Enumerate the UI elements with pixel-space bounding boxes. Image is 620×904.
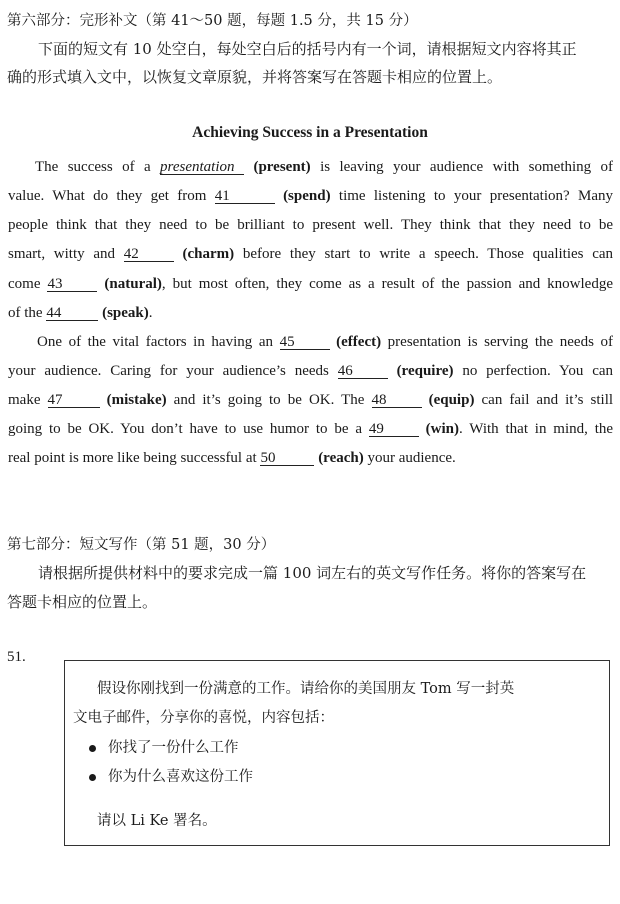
blank-42[interactable]: 42 <box>124 247 174 262</box>
question-number-51: 51. <box>7 649 26 665</box>
passage-title: Achieving Success in a Presentation <box>192 124 428 141</box>
blank-44[interactable]: 44 <box>46 306 98 321</box>
part7-instruction-line2: 答题卡相应的位置上。 <box>7 593 158 611</box>
task-sign-line: 请以 Li Ke 署名。 <box>97 813 217 829</box>
passage-line-11: real point is more like being successful at 50 (reach) your audience. <box>8 450 456 466</box>
passage-line-4: smart, witty and 42 (charm) before they start to write a speech. Those qualities can <box>8 246 614 262</box>
passage-line-2: value. What do they get from 41 (spend) time listening to your presentation? Many <box>8 188 613 204</box>
passage-line-1: The success of a presentation (present) is leaving your audience with something of <box>35 159 614 175</box>
passage-line-10: going to be OK. You don’t have to use humor to be a 49 (win). With that in mind, the <box>8 421 614 437</box>
blank-41[interactable]: 41 <box>215 189 275 204</box>
blank-47[interactable]: 47 <box>48 393 100 408</box>
passage-line-5: come 43 (natural), but most often, they come as a result of the passion and knowledge <box>8 276 613 292</box>
task-bullet-1: 你找了一份什么工作 <box>89 736 239 757</box>
passage-line-8: your audience. Caring for your audience’s needs 46 (require) no perfection. You can <box>8 363 614 379</box>
passage-line-6: of the 44 (speak). <box>8 305 153 321</box>
blank-50[interactable]: 50 <box>260 451 314 466</box>
blank-46[interactable]: 46 <box>338 364 388 379</box>
passage-line-7: One of the vital factors in having an 45 (effect) presentation is serving the needs of <box>37 334 614 350</box>
task-bullet-2: 你为什么喜欢这份工作 <box>89 765 253 786</box>
writing-task-box <box>64 660 610 846</box>
part6-heading: 第六部分：完形补文（第 41～50 题，每题 1.5 分，共 15 分） <box>7 13 418 29</box>
part7-instruction-line1: 请根据所提供材料中的要求完成一篇 100 词左右的英文写作任务。将你的答案写在 <box>38 564 587 582</box>
blank-45[interactable]: 45 <box>280 335 330 350</box>
passage-line-9: make 47 (mistake) and it’s going to be OK. The 48 (equip) can fail and it’s still <box>8 392 614 408</box>
bullet-icon <box>89 745 96 752</box>
example-answer: presentation <box>160 160 244 175</box>
blank-48[interactable]: 48 <box>372 393 422 408</box>
blank-43[interactable]: 43 <box>47 277 97 292</box>
part6-instruction-line1: 下面的短文有 10 处空白，每处空白后的括号内有一个词，请根据短文内容将其正 <box>38 40 577 58</box>
blank-49[interactable]: 49 <box>369 422 419 437</box>
task-line-1: 假设你刚找到一份满意的工作。请给你的美国朋友 Tom 写一封英 <box>97 681 515 697</box>
passage-line-3: people think that they need to be brilliant to present well. They think that they need to be <box>8 217 613 233</box>
part6-instruction-line2: 确的形式填入文中，以恢复文章原貌，并将答案写在答题卡相应的位置上。 <box>7 68 503 86</box>
task-line-2: 文电子邮件，分享你的喜悦，内容包括： <box>73 710 334 726</box>
bullet-icon <box>89 774 96 781</box>
part7-heading: 第七部分：短文写作（第 51 题，30 分） <box>7 537 276 553</box>
